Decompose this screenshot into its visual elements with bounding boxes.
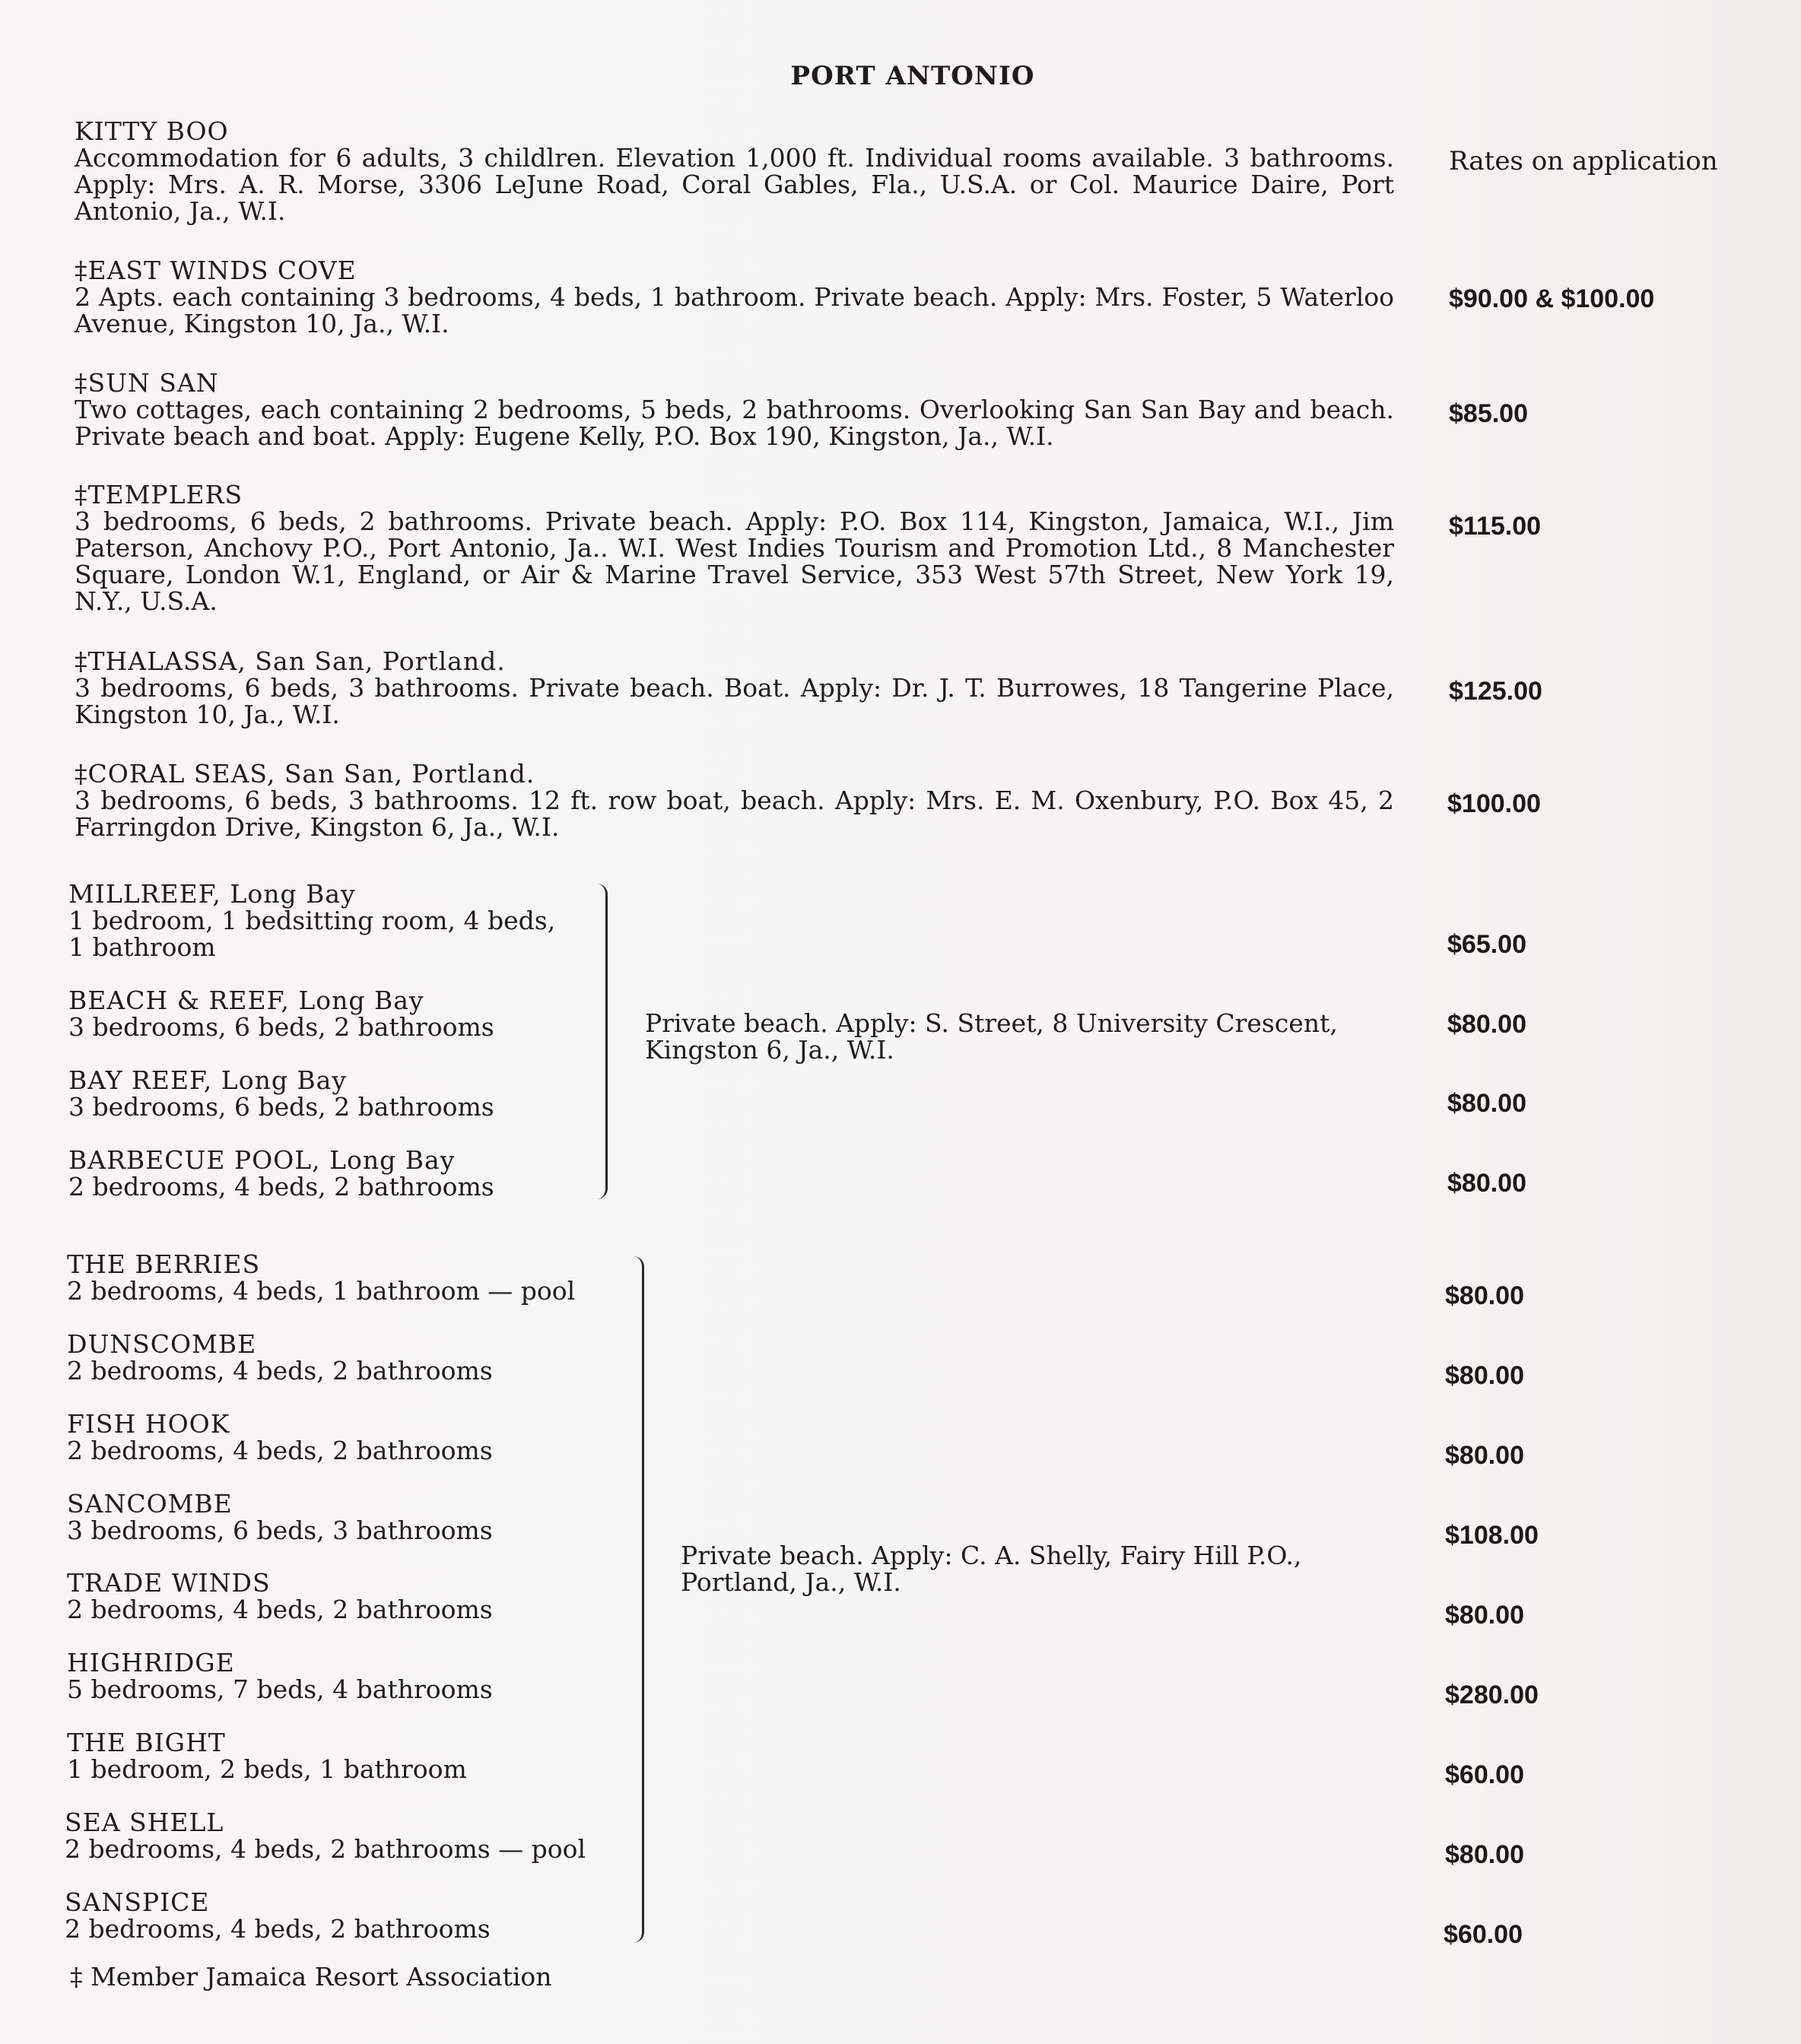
listing-price: $60.00 — [1445, 1760, 1524, 1789]
listing-name: THE BIGHT — [67, 1728, 226, 1757]
listing-kitty-boo — [75, 118, 1394, 224]
listing-name: SANCOMBE — [67, 1489, 233, 1519]
listing-description: 2 bedrooms, 4 beds, 2 bathrooms — pool — [65, 1834, 586, 1864]
listing-price: $80.00 — [1445, 1840, 1524, 1869]
listing-dunscombe — [67, 1331, 493, 1384]
listing-name: BAY REEF, Long Bay — [68, 1065, 347, 1095]
listing-east-winds-cove — [75, 257, 1394, 337]
listing-coral-seas — [75, 760, 1394, 840]
listing-description: 3 bedrooms, 6 beds, 2 bathrooms — [68, 1012, 494, 1042]
listing-name: HIGHRIDGE — [67, 1648, 235, 1677]
listing-price: $80.00 — [1447, 1089, 1526, 1118]
listing-price: $100.00 — [1447, 789, 1541, 818]
listing-name: DUNSCOMBE — [67, 1329, 257, 1359]
listing-name: KITTY BOO — [75, 116, 229, 146]
listing-price: $85.00 — [1449, 399, 1528, 428]
listing-barbecue-pool — [68, 1147, 494, 1200]
listing-description: 3 bedrooms, 6 beds, 3 bathrooms. 12 ft. row boat, beach. Apply: Mrs. E. M. Oxenbury, P.O. Box 45, 2 Farringdon Drive, Kingston 6, Ja., W.I. — [75, 786, 1394, 842]
listing-description: Accommodation for 6 adults, 3 childlren. Elevation 1,000 ft. Individual rooms available. 3 bathrooms. Apply: Mrs. A. R. Morse, 3306 LeJune Road, Coral Gables, Fla., U.S.A. or Col. Maurice Daire, Port Antonio, Ja., W.I. — [75, 143, 1394, 226]
listing-description: 2 bedrooms, 4 beds, 2 bathrooms — [67, 1595, 493, 1624]
listing-sea-shell — [65, 1809, 586, 1862]
listing-bay-reef — [68, 1067, 494, 1120]
listing-description: 3 bedrooms, 6 beds, 3 bathrooms — [67, 1516, 493, 1545]
listing-description: 2 bedrooms, 4 beds, 2 bathrooms — [65, 1914, 491, 1944]
listing-price: $65.00 — [1447, 930, 1526, 959]
group-apply-text: Private beach. Apply: S. Street, 8 University Crescent, Kingston 6, Ja., W.I. — [645, 1008, 1338, 1065]
listing-fish-hook — [67, 1411, 493, 1464]
listing-name: MILLREEF, Long Bay — [68, 879, 356, 909]
footnote: ‡ Member Jamaica Resort Association — [70, 1962, 552, 1992]
listing-price: $80.00 — [1445, 1361, 1524, 1390]
listing-price: $280.00 — [1445, 1681, 1539, 1709]
listing-sun-san — [75, 370, 1394, 449]
listing-price: $125.00 — [1449, 677, 1542, 706]
listing-name: ‡CORAL SEAS, San San, Portland. — [75, 759, 535, 789]
listing-name: SANSPICE — [65, 1887, 210, 1917]
listing-the-berries — [67, 1251, 575, 1304]
listing-description: 2 bedrooms, 4 beds, 2 bathrooms — [68, 1172, 494, 1201]
listing-description: Two cottages, each containing 2 bedrooms, 5 beds, 2 bathrooms. Overlooking San San Bay and beach. Private beach and boat. Apply: Eugene Kelly, P.O. Box 190, Kingston, Ja., W.I. — [75, 395, 1394, 451]
listing-the-bight — [67, 1729, 467, 1782]
listing-name: TRADE WINDS — [67, 1568, 271, 1598]
listing-trade-winds — [67, 1570, 493, 1623]
listing-name: THE BERRIES — [67, 1249, 261, 1279]
listing-millreef — [68, 881, 555, 960]
listing-price: $108.00 — [1445, 1521, 1539, 1550]
listing-name: ‡TEMPLERS — [75, 480, 243, 509]
listing-price: $90.00 & $100.00 — [1449, 284, 1655, 313]
listing-templers — [75, 481, 1394, 614]
listing-price: $80.00 — [1447, 1169, 1526, 1198]
listing-sancombe — [67, 1490, 493, 1544]
listing-name: ‡EAST WINDS COVE — [75, 256, 357, 285]
listing-price: $80.00 — [1447, 1010, 1526, 1039]
listing-sanspice — [65, 1889, 491, 1942]
listing-description: 3 bedrooms, 6 beds, 2 bathrooms — [68, 1092, 494, 1122]
listing-description: 1 bedroom, 1 bedsitting room, 4 beds, — [68, 906, 556, 935]
listing-description: 2 bedrooms, 4 beds, 2 bathrooms — [67, 1356, 493, 1385]
group-bracket — [586, 884, 608, 1199]
listing-highridge — [67, 1649, 493, 1703]
listing-thalassa — [75, 648, 1394, 728]
listing-name: SEA SHELL — [65, 1808, 224, 1837]
listing-description: 2 bedrooms, 4 beds, 1 bathroom — pool — [67, 1276, 576, 1306]
listing-beach-and-reef — [68, 987, 494, 1040]
listing-name: ‡SUN SAN — [75, 368, 219, 398]
listing-price: $80.00 — [1445, 1441, 1524, 1470]
listing-price: $115.00 — [1449, 512, 1542, 541]
listing-price: $60.00 — [1444, 1920, 1523, 1949]
listing-description: 1 bedroom, 2 beds, 1 bathroom — [67, 1754, 467, 1784]
group-bracket — [621, 1256, 644, 1943]
listing-description: 3 bedrooms, 6 beds, 2 bathrooms. Private beach. Apply: P.O. Box 114, Kingston, Jamaica, W.I., Jim Paterson, Anchovy P.O., Port Antonio, Ja.. W.I. West Indies Tourism and Promotion Ltd., 8 Manchester Square, London W.1, England, or Air & Marine Travel Service, 353 West 57th Street, New York 19, N.Y., U.S.A. — [75, 506, 1394, 616]
page-title: PORT ANTONIO — [790, 61, 1035, 91]
listing-description: 5 bedrooms, 7 beds, 4 bathrooms — [67, 1674, 493, 1704]
listing-description: 2 bedrooms, 4 beds, 2 bathrooms — [67, 1436, 493, 1465]
listing-description-cont: 1 bathroom — [68, 932, 216, 962]
listing-name: BEACH & REEF, Long Bay — [68, 986, 424, 1015]
listing-price: $80.00 — [1445, 1281, 1524, 1310]
listing-description: 2 Apts. each containing 3 bedrooms, 4 beds, 1 bathroom. Private beach. Apply: Mrs. Foster, 5 Waterloo Avenue, Kingston 10, Ja., W.I. — [75, 282, 1394, 338]
listing-name: ‡THALASSA, San San, Portland. — [75, 646, 506, 676]
listing-price: $80.00 — [1445, 1601, 1524, 1630]
rates-note: Rates on application — [1449, 146, 1718, 176]
listing-name: FISH HOOK — [67, 1409, 230, 1439]
listing-name: BARBECUE POOL, Long Bay — [68, 1145, 456, 1175]
group-apply-text: Private beach. Apply: C. A. Shelly, Fairy Hill P.O., Portland, Ja., W.I. — [681, 1541, 1302, 1597]
listing-description: 3 bedrooms, 6 beds, 3 bathrooms. Private beach. Boat. Apply: Dr. J. T. Burrowes, 18 Tangerine Place, Kingston 10, Ja., W.I. — [75, 673, 1394, 729]
